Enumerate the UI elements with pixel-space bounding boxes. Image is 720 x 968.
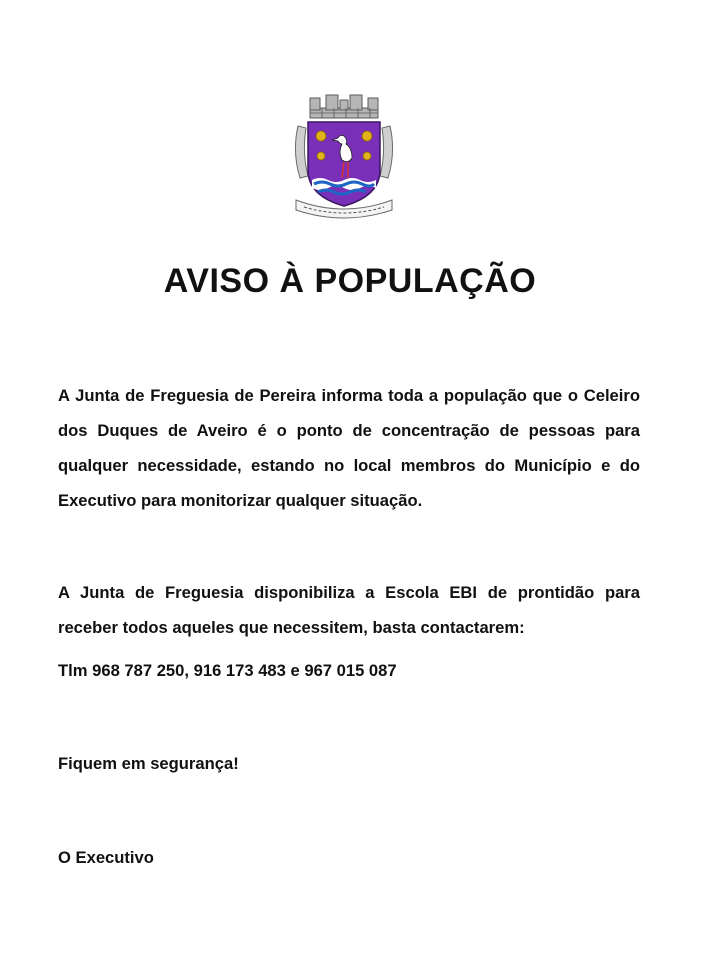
paragraph-school-availability: A Junta de Freguesia disponibiliza a Escola EBI de prontidão para receber todos aqueles que necessitem, basta contactarem: bbox=[58, 583, 640, 637]
signature: O Executivo bbox=[58, 848, 154, 867]
coat-of-arms-icon bbox=[288, 92, 400, 220]
phone-numbers: Tlm 968 787 250, 916 173 483 e 967 015 087 bbox=[58, 661, 397, 680]
notice-title: AVISO À POPULAÇÃO bbox=[163, 262, 537, 300]
closing-message: Fiquem em segurança! bbox=[58, 754, 239, 773]
paragraph-concentration-point: A Junta de Freguesia de Pereira informa toda a população que o Celeiro dos Duques de Aveiro é o ponto de concentração de pessoas para qualquer necessidade, estando no local membros do Município e do Executivo para monitorizar qualquer situação. bbox=[58, 386, 640, 510]
